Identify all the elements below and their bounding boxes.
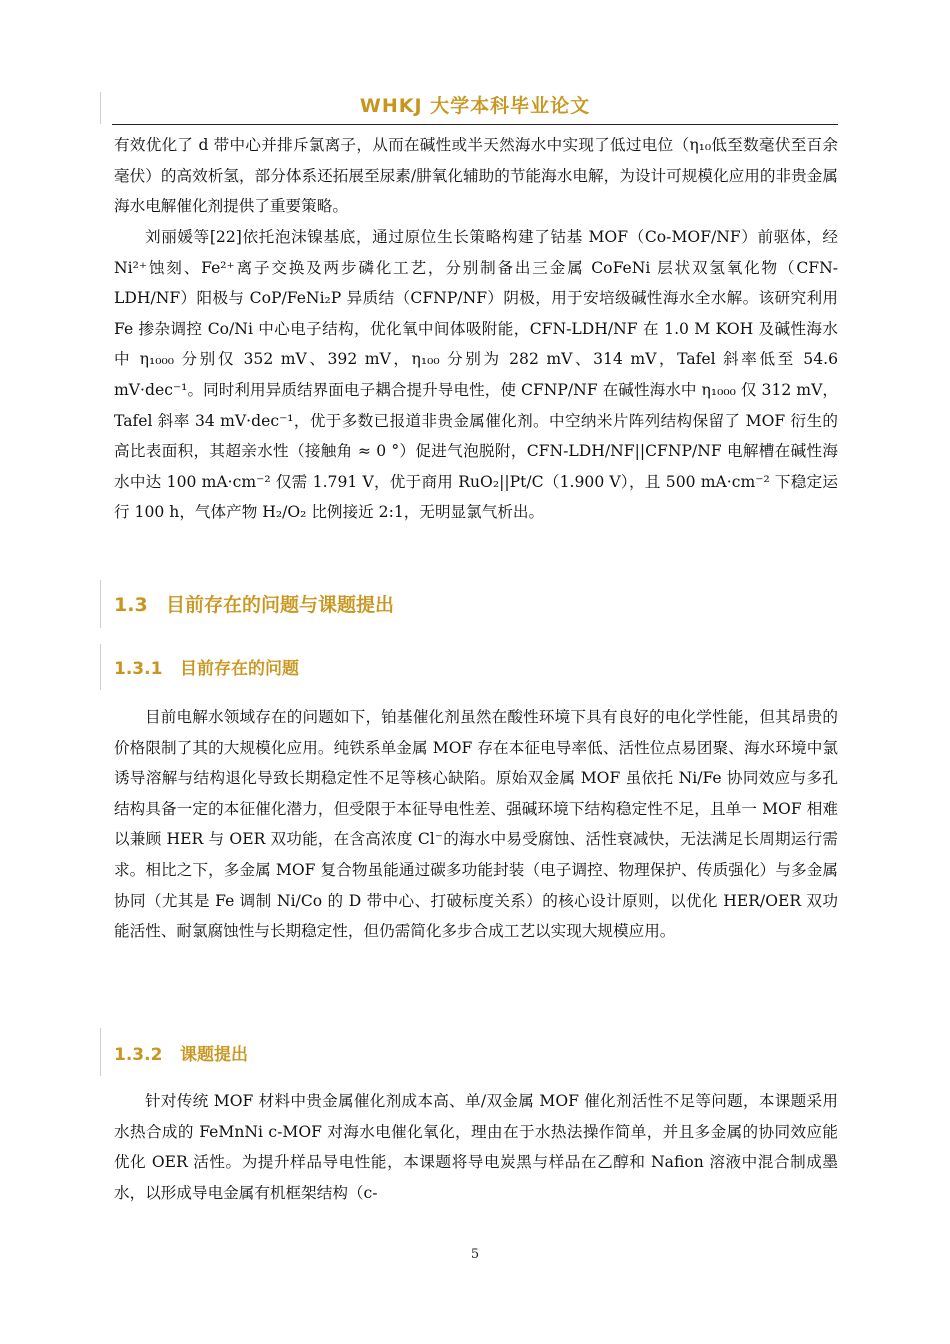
section-heading-1-3-2 [114,1040,838,1065]
paragraph-liu: 刘丽媛等[22]依托泡沫镍基底，通过原位生长策略构建了钴基 MOF（Co-MOF/NF）前驱体，经 Ni²⁺蚀刻、Fe²⁺离子交换及两步磷化工艺，分别制备出三金属 CoFeNi 层状双氢氧化物（CFN-LDH/NF）阳极与 CoP/FeNi₂P 异质结（CFNP/NF）阴极，用于安培级碱性海水全水解。该研究利用 Fe 掺杂调控 Co/Ni 中心电子结构，优化氧中间体吸附能，CFN-LDH/NF 在 1.0 M KOH 及碱性海水中 η₁₀₀₀ 分别仅 352 mV、392 mV，η₁₀₀ 分别为 282 mV、314 mV，Tafel 斜率低至 54.6 mV·dec⁻¹。同时利用异质结界面电子耦合提升导电性，使 CFNP/NF 在碱性海水中 η₁₀₀₀ 仅 312 mV，Tafel 斜率 34 mV·dec⁻¹，优于多数已报道非贵金属催化剂。中空纳米片阵列结构保留了 MOF 衍生的高比表面积，其超亲水性（接触角 ≈ 0 °）促进气泡脱附，CFN-LDH/NF||CFNP/NF 电解槽在碱性海水中达 100 mA·cm⁻² 仅需 1.791 V，优于商用 RuO₂||Pt/C（1.900 V），且 500 mA·cm⁻² 下稳定运行 100 h，气体产物 H₂/O₂ 比例接近 2:1，无明显氯气析出。 [114,228,838,522]
paragraph-continued: 有效优化了 d 带中心并排斥氯离子，从而在碱性或半天然海水中实现了低过电位（η₁₀低至数毫伏至百余毫伏）的高效析氢，部分体系还拓展至尿素/肼氧化辅助的节能海水电解，为设计可规模化应用的非贵金属海水电解催化剂提供了重要策略。 [114,136,838,216]
section-number: 1.3 [114,594,148,616]
margin-marker [100,1028,101,1076]
page-number: 5 [470,1247,480,1262]
section-heading-1-3-1 [114,654,838,679]
paragraph-problems: 目前电解水领域存在的问题如下，铂基催化剂虽然在酸性环境下具有良好的电化学性能，但其昂贵的价格限制了其的大规模化应用。纯铁系单金属 MOF 存在本征电导率低、活性位点易团聚、海水环境中氯诱导溶解与结构退化导致长期稳定性不足等核心缺陷。原始双金属 MOF 虽依托 Ni/Fe 协同效应与多孔结构具备一定的本征催化潜力，但受限于本征导电性差、强碱环境下结构稳定性不足，且单一 MOF 相难以兼顾 HER 与 OER 双功能，在含高浓度 Cl⁻的海水中易受腐蚀、活性衰减快，无法满足长周期运行需求。相比之下，多金属 MOF 复合物虽能通过碳多功能封装（电子调控、物理保护、传质强化）与多金属协同（尤其是 Fe 调制 Ni/Co 的 D 带中心、打破标度关系）的核心设计原则，以优化 HER/OER 双功能活性、耐氯腐蚀性与长期稳定性，但仍需简化多步合成工艺以实现大规模应用。 [114,708,838,941]
running-header: WHKJ 大学本科毕业论文 [359,95,591,117]
header-rule [112,124,838,125]
margin-marker [100,580,101,628]
section-title: 目前存在的问题 [180,659,299,679]
margin-marker [100,92,101,124]
paragraph-proposal: 针对传统 MOF 材料中贵金属催化剂成本高、单/双金属 MOF 催化剂活性不足等问题，本课题采用水热合成的 FeMnNi c-MOF 对海水电催化氧化，理由在于水热法操作简单，并且多金属的协同效应能优化 OER 活性。为提升样品导电性能，本课题将导电炭黑与样品在乙醇和 Nafion 溶液中混合制成墨水，以形成导电金属有机框架结构（c- [114,1092,838,1202]
section-heading-1-3 [114,590,838,617]
margin-marker [100,644,101,690]
section-number: 1.3.1 [114,659,163,679]
section-number: 1.3.2 [114,1045,163,1065]
section-title: 课题提出 [180,1045,248,1065]
section-title: 目前存在的问题与课题提出 [166,594,395,616]
